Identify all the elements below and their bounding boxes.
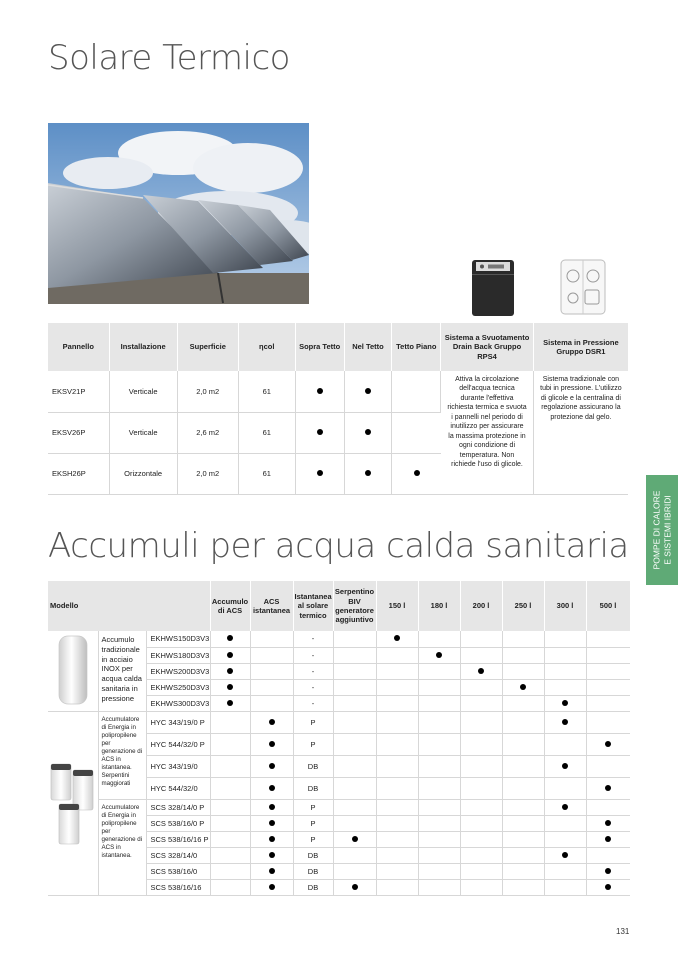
table-cell — [250, 777, 293, 799]
table-cell — [418, 631, 460, 647]
table-header-row — [48, 323, 628, 371]
table-cell — [586, 777, 630, 799]
table-cell — [344, 371, 392, 412]
table-cell — [333, 879, 376, 895]
check-dot-icon — [478, 668, 484, 674]
table-cell — [460, 733, 502, 755]
istantanea-solare-cell: DB — [293, 879, 333, 895]
table-cell — [376, 647, 418, 663]
col-header-superficie: Superficie — [177, 323, 238, 371]
check-dot-icon — [269, 763, 275, 769]
check-dot-icon — [317, 470, 323, 476]
check-dot-icon — [227, 700, 233, 706]
check-dot-icon — [605, 868, 611, 874]
table-cell — [376, 799, 418, 815]
model-cell: SCS 538/16/16 — [146, 879, 210, 895]
table-cell — [210, 647, 250, 663]
table-cell — [460, 777, 502, 799]
table-cell — [460, 711, 502, 733]
table-cell — [544, 711, 586, 733]
table-cell — [333, 695, 376, 711]
table-cell — [460, 647, 502, 663]
col-header-dsr1: Sistema in Pressione Gruppo DSR1 — [533, 323, 628, 371]
table-cell — [544, 863, 586, 879]
table-cell — [210, 755, 250, 777]
table-cell — [418, 777, 460, 799]
table-cell — [460, 679, 502, 695]
table-cell — [586, 695, 630, 711]
table-cell — [586, 755, 630, 777]
table-cell — [586, 879, 630, 895]
table-cell — [460, 631, 502, 647]
model-cell: EKHWS180D3V3 — [146, 647, 210, 663]
model-cell: EKHWS250D3V3 — [146, 679, 210, 695]
section-title-solare: Solare Termico — [48, 38, 290, 78]
table-cell — [418, 755, 460, 777]
rps4-description: Attiva la circolazione dell'acqua tecnica durante l'effettiva richiesta termica e svuota i pannelli nel periodo di inutilizzo per assicurare la massima protezione in ogni condizione di temperatura. Non richiede l'uso di glicole. — [441, 371, 534, 494]
table-cell — [544, 733, 586, 755]
table-cell — [418, 647, 460, 663]
table-cell — [250, 799, 293, 815]
table-cell — [250, 711, 293, 733]
model-cell: SCS 538/16/16 P — [146, 831, 210, 847]
table-cell — [250, 733, 293, 755]
table-cell — [250, 631, 293, 647]
dsr1-unit-image — [557, 256, 609, 316]
solar-panels-photo — [48, 123, 309, 304]
section-title-accumuli: Accumuli per acqua calda sanitaria — [48, 526, 629, 566]
col-header-300l: 300 l — [544, 581, 586, 631]
table-cell — [544, 663, 586, 679]
check-dot-icon — [605, 785, 611, 791]
istantanea-solare-cell: P — [293, 815, 333, 831]
table-cell — [344, 453, 392, 494]
check-dot-icon — [352, 836, 358, 842]
table-cell — [333, 755, 376, 777]
col-header-150l: 150 l — [376, 581, 418, 631]
table-cell — [418, 679, 460, 695]
table-cell — [460, 695, 502, 711]
check-dot-icon — [365, 470, 371, 476]
table-cell — [333, 631, 376, 647]
table-cell — [295, 371, 344, 412]
table-cell — [460, 879, 502, 895]
check-dot-icon — [269, 868, 275, 874]
table-cell — [586, 863, 630, 879]
ncol-cell: 61 — [238, 412, 295, 453]
superficie-cell: 2,0 m2 — [177, 453, 238, 494]
table-cell — [333, 815, 376, 831]
table-cell — [502, 711, 544, 733]
table-cell — [544, 879, 586, 895]
table-cell — [333, 831, 376, 847]
col-header-200l: 200 l — [460, 581, 502, 631]
tank-image-cell — [48, 631, 98, 711]
table-cell — [544, 777, 586, 799]
table-cell — [333, 847, 376, 863]
table-cell — [418, 695, 460, 711]
istantanea-solare-cell: DB — [293, 847, 333, 863]
table-cell — [586, 679, 630, 695]
table-cell — [376, 879, 418, 895]
table-cell — [250, 879, 293, 895]
solar-panel-table — [48, 323, 628, 495]
group-description: Accumulatore di Energia in polipropilene per generazione di ACS in istantanea. — [98, 799, 146, 895]
table-cell — [502, 755, 544, 777]
table-cell — [250, 831, 293, 847]
model-cell: EKHWS150D3V3 — [146, 631, 210, 647]
table-cell — [333, 733, 376, 755]
check-dot-icon — [562, 804, 568, 810]
table-cell — [210, 679, 250, 695]
table-cell — [418, 733, 460, 755]
table-cell — [460, 847, 502, 863]
model-cell: HYC 343/19/0 P — [146, 711, 210, 733]
check-dot-icon — [269, 741, 275, 747]
table-cell — [392, 371, 441, 412]
check-dot-icon — [227, 684, 233, 690]
group-description: Accumulo tradizionale in acciaio INOX per acqua calda sanitaria in pressione — [98, 631, 146, 711]
table-cell — [502, 679, 544, 695]
col-header-serpentino-biv: Serpentino BIV generatore aggiuntivo — [333, 581, 376, 631]
table-cell — [544, 755, 586, 777]
table-cell — [586, 847, 630, 863]
table-cell — [502, 831, 544, 847]
check-dot-icon — [269, 836, 275, 842]
istantanea-solare-cell: DB — [293, 755, 333, 777]
table-cell — [586, 663, 630, 679]
col-header-250l: 250 l — [502, 581, 544, 631]
table-cell — [544, 647, 586, 663]
table-cell — [250, 863, 293, 879]
table-cell — [418, 831, 460, 847]
istantanea-solare-cell: P — [293, 831, 333, 847]
storage-tank-table — [48, 581, 631, 896]
table-cell — [210, 695, 250, 711]
table-cell — [544, 631, 586, 647]
istantanea-solare-cell: - — [293, 631, 333, 647]
col-header-ncol: ηcol — [238, 323, 295, 371]
table-row — [48, 711, 630, 733]
table-cell — [250, 755, 293, 777]
table-cell — [502, 815, 544, 831]
superficie-cell: 2,6 m2 — [177, 412, 238, 453]
side-tab-line2: E SISTEMI IBRIDI — [662, 495, 672, 565]
table-cell — [333, 679, 376, 695]
table-cell — [586, 815, 630, 831]
table-cell — [376, 831, 418, 847]
table-cell — [544, 831, 586, 847]
istantanea-solare-cell: DB — [293, 777, 333, 799]
table-cell — [376, 663, 418, 679]
group-description: Accumulatore di Energia in polipropilene per generazione di ACS in istantanea. Serpentini maggiorati — [98, 711, 146, 799]
check-dot-icon — [365, 429, 371, 435]
table-cell — [210, 711, 250, 733]
table-cell — [210, 831, 250, 847]
model-cell: SCS 538/16/0 P — [146, 815, 210, 831]
table-cell — [544, 695, 586, 711]
col-header-tetto-piano: Tetto Piano — [392, 323, 441, 371]
table-cell — [333, 663, 376, 679]
table-cell — [418, 799, 460, 815]
table-cell — [250, 847, 293, 863]
table-cell — [210, 733, 250, 755]
col-header-180l: 180 l — [418, 581, 460, 631]
table-cell — [210, 777, 250, 799]
table-cell — [376, 755, 418, 777]
table-cell — [333, 647, 376, 663]
table-cell — [210, 815, 250, 831]
table-cell — [418, 815, 460, 831]
table-cell — [586, 733, 630, 755]
table-cell — [502, 631, 544, 647]
polypropylene-tank-image — [48, 712, 98, 894]
col-header-sopra-tetto: Sopra Tetto — [295, 323, 344, 371]
table-cell — [460, 863, 502, 879]
table-cell — [210, 847, 250, 863]
table-cell — [295, 412, 344, 453]
model-cell: HYC 343/19/0 — [146, 755, 210, 777]
table-cell — [544, 815, 586, 831]
installazione-cell: Verticale — [109, 371, 177, 412]
istantanea-solare-cell: P — [293, 711, 333, 733]
table-cell — [502, 733, 544, 755]
rps4-unit-image — [470, 256, 516, 316]
table-cell — [333, 799, 376, 815]
model-cell: SCS 328/14/0 P — [146, 799, 210, 815]
model-cell: SCS 538/16/0 — [146, 863, 210, 879]
table-cell — [376, 631, 418, 647]
table-cell — [460, 755, 502, 777]
table-header-row — [48, 581, 630, 631]
istantanea-solare-cell: P — [293, 799, 333, 815]
table-cell — [586, 647, 630, 663]
installazione-cell: Verticale — [109, 412, 177, 453]
superficie-cell: 2,0 m2 — [177, 371, 238, 412]
table-row — [48, 371, 628, 412]
check-dot-icon — [414, 470, 420, 476]
table-cell — [333, 711, 376, 733]
table-cell — [250, 815, 293, 831]
table-cell — [586, 711, 630, 733]
table-cell — [376, 847, 418, 863]
check-dot-icon — [605, 820, 611, 826]
ncol-cell: 61 — [238, 453, 295, 494]
pannello-cell: EKSV26P — [48, 412, 109, 453]
istantanea-solare-cell: - — [293, 679, 333, 695]
table-cell — [376, 711, 418, 733]
pannello-cell: EKSV21P — [48, 371, 109, 412]
check-dot-icon — [317, 429, 323, 435]
model-cell: EKHWS200D3V3 — [146, 663, 210, 679]
table-cell — [376, 777, 418, 799]
side-tab-line1: POMPE DI CALORE — [651, 490, 662, 570]
table-cell — [418, 847, 460, 863]
table-cell — [544, 799, 586, 815]
table-cell — [376, 679, 418, 695]
table-cell — [502, 799, 544, 815]
check-dot-icon — [269, 820, 275, 826]
col-header-istantanea-solare: Istantanea al solare termico — [293, 581, 333, 631]
col-header-acs-istantanea: ACS istantanea — [250, 581, 293, 631]
table-cell — [392, 412, 441, 453]
col-header-nel-tetto: Nel Tetto — [344, 323, 392, 371]
check-dot-icon — [605, 884, 611, 890]
table-cell — [210, 663, 250, 679]
check-dot-icon — [520, 684, 526, 690]
check-dot-icon — [227, 652, 233, 658]
table-cell — [586, 631, 630, 647]
check-dot-icon — [227, 668, 233, 674]
table-cell — [392, 453, 441, 494]
table-cell — [544, 847, 586, 863]
section-side-tab — [646, 475, 678, 585]
table-cell — [210, 799, 250, 815]
table-cell — [376, 733, 418, 755]
istantanea-solare-cell: - — [293, 695, 333, 711]
check-dot-icon — [352, 884, 358, 890]
table-cell — [502, 695, 544, 711]
col-header-pannello: Pannello — [48, 323, 109, 371]
model-cell: SCS 328/14/0 — [146, 847, 210, 863]
table-cell — [502, 663, 544, 679]
check-dot-icon — [436, 652, 442, 658]
check-dot-icon — [269, 719, 275, 725]
table-cell — [344, 412, 392, 453]
check-dot-icon — [269, 852, 275, 858]
table-cell — [502, 647, 544, 663]
table-cell — [460, 799, 502, 815]
model-cell: HYC 544/32/0 — [146, 777, 210, 799]
check-dot-icon — [365, 388, 371, 394]
table-cell — [502, 777, 544, 799]
istantanea-solare-cell: P — [293, 733, 333, 755]
boiler-tank-image — [48, 632, 98, 710]
table-cell — [418, 711, 460, 733]
check-dot-icon — [269, 785, 275, 791]
istantanea-solare-cell: - — [293, 663, 333, 679]
tank-image-cell — [48, 711, 98, 895]
table-cell — [376, 863, 418, 879]
ncol-cell: 61 — [238, 371, 295, 412]
page-number: 131 — [616, 927, 630, 936]
check-dot-icon — [394, 635, 400, 641]
installazione-cell: Orizzontale — [109, 453, 177, 494]
table-row — [48, 631, 630, 647]
table-cell — [544, 679, 586, 695]
table-cell — [250, 663, 293, 679]
istantanea-solare-cell: DB — [293, 863, 333, 879]
col-header-modello: Modello — [48, 581, 210, 631]
col-header-accumulo-acs: Accumulo di ACS — [210, 581, 250, 631]
table-cell — [210, 631, 250, 647]
table-cell — [418, 663, 460, 679]
table-cell — [250, 695, 293, 711]
table-cell — [502, 863, 544, 879]
table-cell — [250, 647, 293, 663]
col-header-installazione: Installazione — [109, 323, 177, 371]
model-cell: HYC 544/32/0 P — [146, 733, 210, 755]
dsr1-description: Sistema tradizionale con tubi in pressione. L'utilizzo di glicole e la centralina di regolazione assicurano la protezione dal gelo. — [533, 371, 628, 494]
istantanea-solare-cell: - — [293, 647, 333, 663]
table-cell — [460, 831, 502, 847]
table-cell — [250, 679, 293, 695]
pannello-cell: EKSH26P — [48, 453, 109, 494]
check-dot-icon — [562, 700, 568, 706]
table-cell — [210, 863, 250, 879]
table-cell — [418, 879, 460, 895]
table-cell — [460, 663, 502, 679]
table-cell — [295, 453, 344, 494]
check-dot-icon — [562, 852, 568, 858]
table-cell — [376, 695, 418, 711]
check-dot-icon — [269, 804, 275, 810]
table-cell — [333, 863, 376, 879]
table-row — [48, 799, 630, 815]
col-header-500l: 500 l — [586, 581, 630, 631]
check-dot-icon — [227, 635, 233, 641]
col-header-rps4: Sistema a Svuotamento Drain Back Gruppo RPS4 — [441, 323, 534, 371]
check-dot-icon — [605, 741, 611, 747]
check-dot-icon — [269, 884, 275, 890]
table-cell — [376, 815, 418, 831]
table-cell — [502, 879, 544, 895]
table-cell — [586, 831, 630, 847]
table-cell — [586, 799, 630, 815]
check-dot-icon — [605, 836, 611, 842]
table-cell — [502, 847, 544, 863]
check-dot-icon — [317, 388, 323, 394]
table-cell — [418, 863, 460, 879]
table-cell — [210, 879, 250, 895]
table-cell — [460, 815, 502, 831]
check-dot-icon — [562, 719, 568, 725]
table-cell — [333, 777, 376, 799]
model-cell: EKHWS300D3V3 — [146, 695, 210, 711]
check-dot-icon — [562, 763, 568, 769]
